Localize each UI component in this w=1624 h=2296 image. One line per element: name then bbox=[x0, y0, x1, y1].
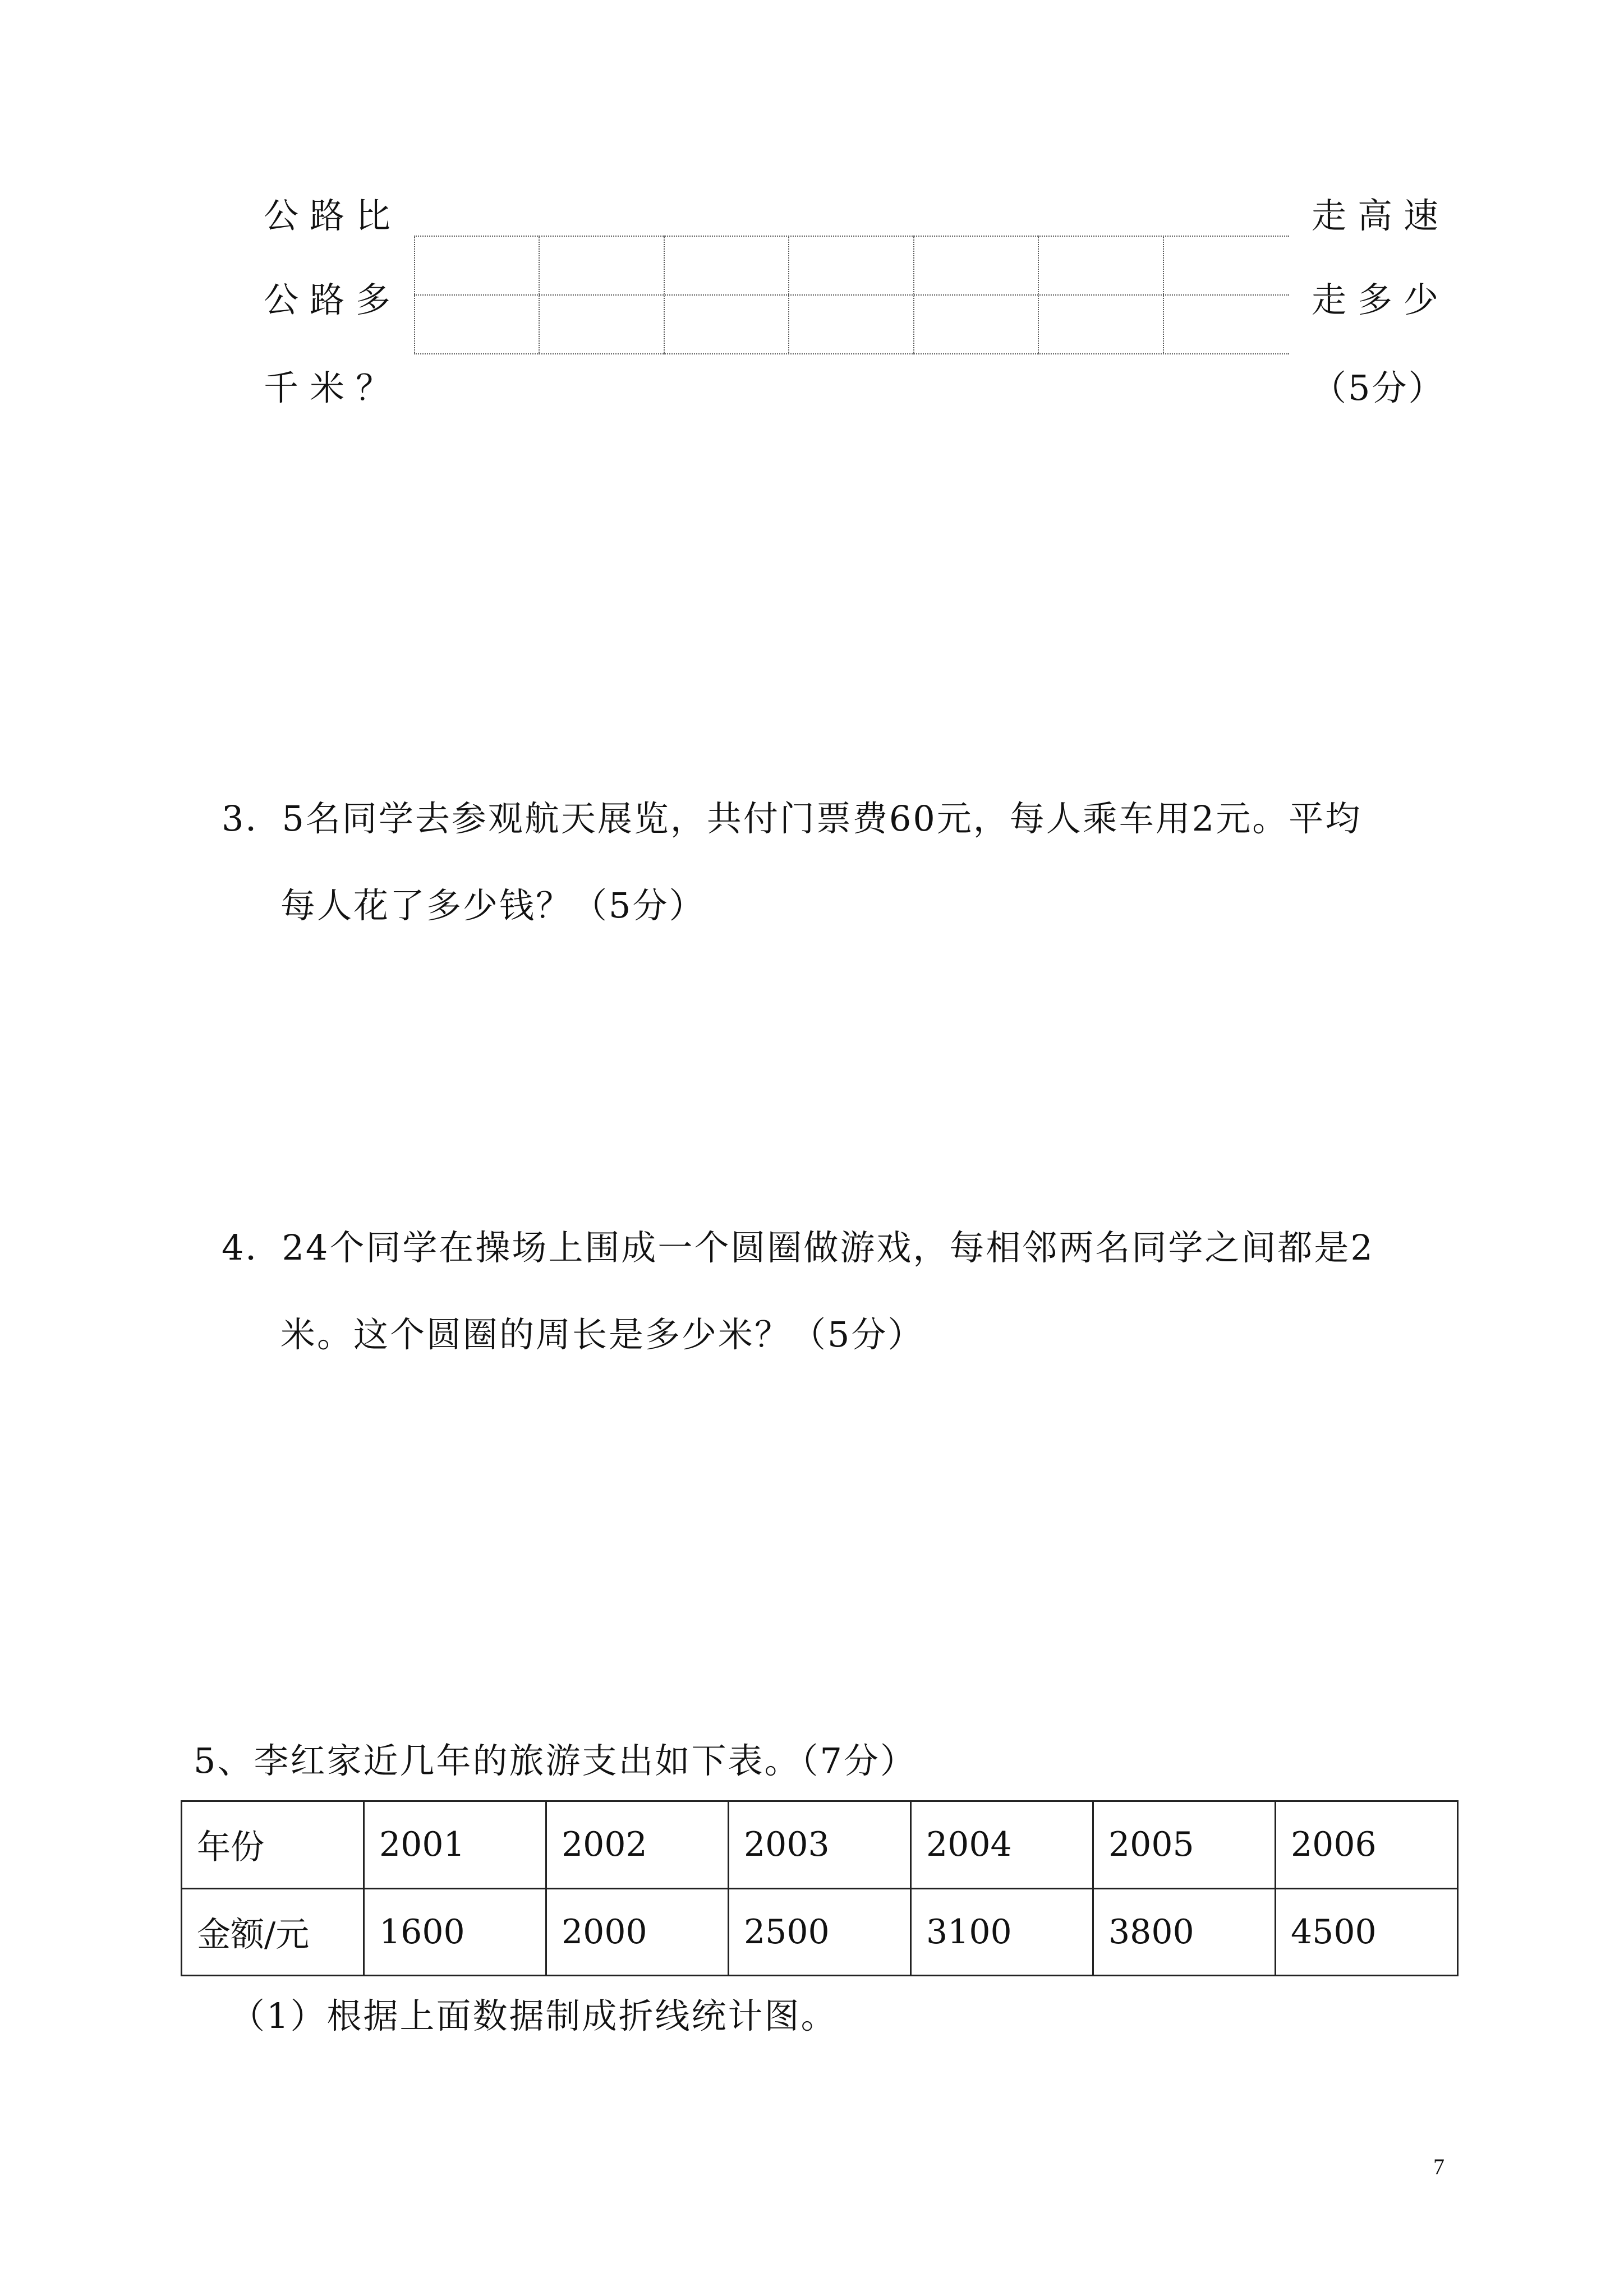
q5-title: 5、李红家近几年的旅游支出如下表。（7分） bbox=[194, 1740, 917, 1781]
q5-sub-question-1: （1）根据上面数据制成折线统计图。 bbox=[230, 1995, 838, 2036]
q4-line-1: 4．24个同学在操场上围成一个圆圈做游戏，每相邻两名同学之间都是2 bbox=[222, 1227, 1374, 1268]
table-row bbox=[182, 1801, 1458, 1889]
grid-line bbox=[539, 236, 540, 354]
q2-left-line-2: 公路多 bbox=[264, 279, 402, 320]
grid-line bbox=[414, 236, 415, 354]
q3-line-1: 3．5名同学去参观航天展览，共付门票费60元，每人乘车用2元。平均 bbox=[222, 798, 1362, 839]
table-cell: 2005 bbox=[1093, 1801, 1276, 1889]
grid-line bbox=[664, 236, 665, 354]
table-cell: 2002 bbox=[546, 1801, 729, 1889]
q2-left-line-1: 公路比 bbox=[264, 195, 402, 236]
travel-expense-table bbox=[181, 1800, 1459, 1976]
table-cell: 年份 bbox=[182, 1801, 364, 1889]
q4-line-2: 米。这个圆圈的周长是多少米？（5分） bbox=[280, 1314, 924, 1355]
table-cell: 2006 bbox=[1276, 1801, 1458, 1889]
table-cell: 1600 bbox=[364, 1888, 546, 1976]
q3-line-2: 每人花了多少钱？（5分） bbox=[280, 885, 706, 926]
grid-line bbox=[913, 236, 914, 354]
grid-line bbox=[414, 236, 1289, 237]
q2-right-line-3: （5分） bbox=[1312, 367, 1445, 408]
table-cell: 2000 bbox=[546, 1888, 729, 1976]
grid-line bbox=[1163, 236, 1164, 354]
q2-right-line-1: 走高速 bbox=[1312, 195, 1450, 236]
table-cell: 2500 bbox=[729, 1888, 911, 1976]
grid-line bbox=[414, 353, 1289, 354]
page-number: 7 bbox=[1433, 2154, 1444, 2179]
answer-grid bbox=[414, 236, 1289, 354]
grid-line bbox=[788, 236, 789, 354]
table-cell: 3100 bbox=[911, 1888, 1093, 1976]
table-cell: 4500 bbox=[1276, 1888, 1458, 1976]
grid-line bbox=[1038, 236, 1039, 354]
q2-right-line-2: 走多少 bbox=[1312, 279, 1450, 320]
table-cell: 2003 bbox=[729, 1801, 911, 1889]
table-row bbox=[182, 1888, 1458, 1976]
table-cell: 金额/元 bbox=[182, 1888, 364, 1976]
table-cell: 3800 bbox=[1093, 1888, 1276, 1976]
grid-line bbox=[414, 294, 1289, 296]
table-cell: 2001 bbox=[364, 1801, 546, 1889]
table-cell: 2004 bbox=[911, 1801, 1093, 1889]
q2-left-line-3: 千米？ bbox=[264, 367, 402, 408]
